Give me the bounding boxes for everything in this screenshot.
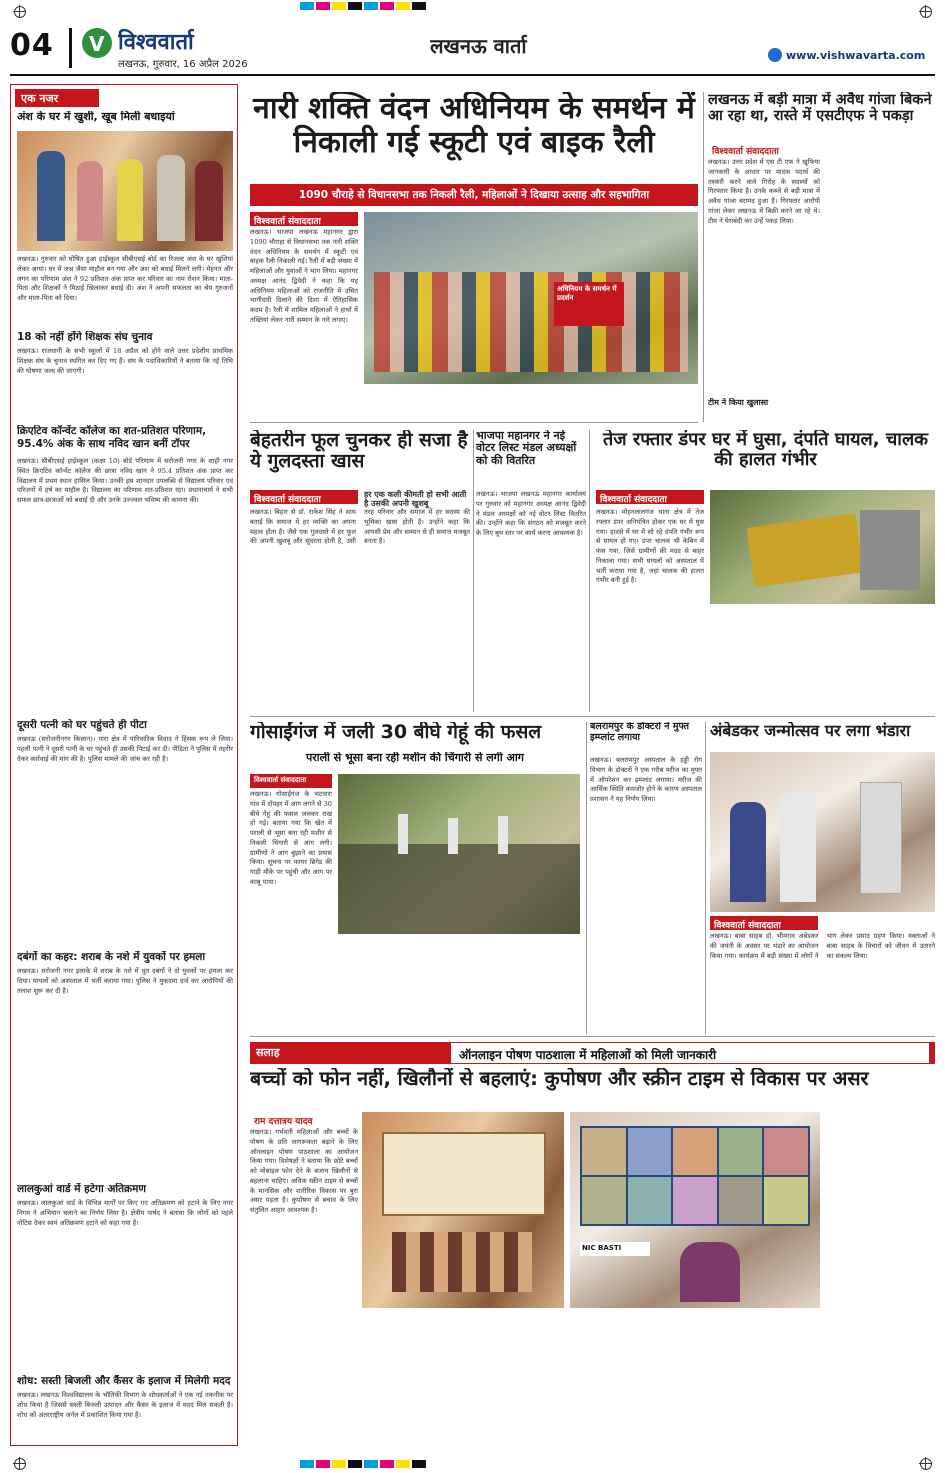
ambedkar-headline: अंबेडकर जन्मोत्सव पर लगा भंडारा <box>710 722 911 740</box>
section-title: लखनऊ वार्ता <box>430 34 527 58</box>
wheat-headline: गोसाईंगंज में जली 30 बीघे गेहूं की फसल <box>250 722 542 743</box>
wheat-body: लखनऊ। गोसाईंगंज के भटवारा गांव में दोपहर में आग लगने से 30 बीघे गेहूं की फसल जलकर राख हो गई। बताया गया कि खेत में पराली से भूसा बना रही मशीन से निकली चिंगारी से आग लगी। ग्रामीणों ने आग बुझाने का प्रयास किया। सूचना पर फायर ब्रिगेड की गाड़ी मौके पर पहुंची और आग पर काबू पाया। <box>250 790 332 886</box>
registration-mark <box>14 1458 26 1470</box>
ambedkar-body: लखनऊ। बाबा साहब डॉ. भीमराव अंबेडकर की जयंती के अवसर पर भंडारे का आयोजन किया गया। कार्यक्रम में बड़ी संख्या में लोगों ने भाग लेकर प्रसाद ग्रहण किया। वक्ताओं ने बाबा साहब के विचारों को जीवन में उतारने का संकल्प लिया। <box>710 932 935 960</box>
lead-headline: नारी शक्ति वंदन अधिनियम के समर्थन में निकाली गई स्कूटी एवं बाइक रैली <box>253 92 695 160</box>
ambedkar-byline: विश्ववार्ता संवाददाता <box>710 916 818 930</box>
doctors-headline: बलरामपुर के डॉक्टरों ने मुफ्त इम्प्लांट लगाया <box>590 722 690 743</box>
lead-body-continued <box>364 388 698 418</box>
photo-ambedkar <box>710 752 935 912</box>
header-rule <box>10 74 935 76</box>
dumper-body: लखनऊ। मोहनलालगंज थाना क्षेत्र में तेज रफ्तार डंपर अनियंत्रित होकर एक घर में घुस गया। हादसे में घर में सो रहे दंपति गंभीर रूप से घायल हो गए। डंपर चालक भी केबिन में फंस गया, जिसे ग्रामीणों की मदद से बाहर निकाला गया। सभी घायलों को अस्पताल में भर्ती कराया गया है, जहां चालक की हालत गंभीर बनी हुई है। <box>596 508 704 585</box>
brief-body: लखनऊ। गुरुवार को घोषित हुआ हाईस्कूल सीबीएसई बोर्ड का रिजल्ट अंश के घर खुशियां लेकर आया। घर में जश्न जैसा माहौल बन गया और अंश को बधाई मिलने लगी। मेहनत और लगन का परिणाम अंश ने 92 प्रतिशत अंक प्राप्त कर परिवार का नाम रोशन किया। माता-पिता और शिक्षकों ने मिठाई खिलाकर बधाई दी। अंश ने अपनी सफलता का श्रेय गुरुजनों और माता-पिता को दिया। <box>17 255 233 302</box>
doctors-body: लखनऊ। बलरामपुर अस्पताल के हड्डी रोग विभाग के डॉक्टरों ने एक गरीब मरीज का मुफ्त में ऑपरेशन कर इम्प्लांट लगाया। मरीज की आर्थिक स्थिति कमजोर होने के कारण अस्पताल प्रशासन ने यह निर्णय लिया। <box>590 756 702 803</box>
flower-byline: विश्ववार्ता संवाददाता <box>250 490 358 504</box>
flower-body: लखनऊ। बिहार से डॉ. राकेश सिंह ने साथ बताई कि समाज में हर व्यक्ति का अपना महत्व होता है। जैसे एक गुलदस्ते में हर फूल की अपनी खुशबू और सुंदरता होती है, उसी तरह परिवार और समाज में हर सदस्य की भूमिका खास होती है। उन्होंने कहा कि आपसी प्रेम और सम्मान से ही समाज मजबूत बनता है। <box>250 508 470 546</box>
brief-title: दूसरी पत्नी को घर पहुंचते ही पीटा <box>17 719 147 731</box>
ganja-byline: विश्ववार्ता संवाददाता <box>712 147 779 156</box>
placard: अधिनियम के समर्थन में प्रदर्शन <box>554 282 624 326</box>
bottom-body-continued <box>362 1312 820 1446</box>
flower-quote: हर एक कली कीमती हो सभी आती है उसकी अपनी खुशबू <box>364 490 467 509</box>
wheat-subhead: पराली से भूसा बना रही मशीन की चिंगारी से लगी आग <box>306 752 524 764</box>
photo-wheat-field <box>338 774 580 934</box>
bjp-body: लखनऊ। भाजपा लखनऊ महानगर कार्यालय पर गुरुवार को महानगर अध्यक्ष आनंद द्विवेदी ने मंडल अध्यक्षों को नई वोटर लिस्ट वितरित की। उन्होंने कहा कि संगठन को मजबूत करने के लिए बूथ स्तर पर कार्य करना आवश्यक है। <box>476 490 586 537</box>
photo-meeting <box>570 1112 820 1308</box>
bottom-kicker: सलाह <box>256 1046 280 1059</box>
ganja-headline: लखनऊ में बड़ी मात्रा में अवैध गांजा बिकने आ रहा था, रास्ते में एसटीएफ ने पकड़ा <box>708 92 932 125</box>
bottom-redbar <box>250 1042 935 1064</box>
brief-title: शोध: सस्ती बिजली और कैंसर के इलाज में मिलेगी मदद <box>17 1375 231 1387</box>
lead-body: लखनऊ। भाजपा लखनऊ महानगर द्वारा 1090 चौराहा से विधानसभा तक नारी शक्ति वंदन अधिनियम के समर्थन में स्कूटी एवं बाइक रैली निकाली गई। रैली में बड़ी संख्या में महिलाओं और युवाओं ने भाग लिया। महानगर अध्यक्ष आनंद द्विवेदी ने कहा कि यह अधिनियम महिलाओं को राजनीति में उचित भागीदारी दिलाने की दिशा में ऐतिहासिक कदम है। रैली में शामिल महिलाओं ने हाथों में तख्तियां लेकर नारी सम्मान के नारे लगाए। <box>250 228 358 324</box>
dumper-body-continued <box>710 608 935 712</box>
website-link[interactable]: www.vishwavarta.com <box>786 49 926 62</box>
brief-title: दबंगों का कहर: शराब के नशे में युवकों पर हमला <box>17 951 206 963</box>
screen-label: NIC BASTI <box>580 1242 650 1256</box>
bottom-byline: राम दत्तात्रय यादव <box>254 1117 313 1126</box>
globe-icon <box>768 48 782 62</box>
dumper-byline: विश्ववार्ता संवाददाता <box>596 490 704 504</box>
bjp-headline: भाजपा महानगर ने नई वोटर लिस्ट मंडल अध्यक्षों को की वितरित <box>476 430 577 467</box>
brief-body: लखनऊ। सीबीएसई हाईस्कूल (कक्षा 10) बोर्ड परिणाम में सरोजनी नगर के शाही नगर स्थित क्रिएटिव कॉन्वेंट कॉलेज की छात्रा नविद खान ने 95.4 प्रतिशत अंक प्राप्त कर विद्यालय में प्रथम स्थान हासिल किया। उनकी इस शानदार उपलब्धि से विद्यालय परिवार एवं परिजनों में हर्ष का माहौल है। विद्यालय का परिणाम शत-प्रतिशत रहा। प्रधानाचार्य ने सभी सफल छात्र-छात्राओं को बधाई दी और उनके उज्ज्वल भविष्य की कामना की। <box>17 457 233 504</box>
photo-dumper <box>710 490 935 604</box>
color-bar <box>300 2 426 10</box>
photo-classroom <box>362 1112 564 1308</box>
page-number: 04 <box>10 28 72 68</box>
registration-mark <box>14 6 26 18</box>
brief-body: लखनऊ। सरोजनी नगर इलाके में शराब के नशे में धुत दबंगों ने दो युवकों पर हमला कर दिया। घायलों को अस्पताल में भर्ती कराया गया। पुलिस ने मुकदमा दर्ज कर आरोपियों की तलाश शुरू कर दी है। <box>17 967 233 995</box>
left-column <box>10 84 238 1446</box>
brief-body: लखनऊ। राजधानी के सभी स्कूलों में 18 अप्रैल को होने वाले उत्तर प्रदेशीय प्राथमिक शिक्षक संघ के चुनाव स्थगित कर दिए गए हैं। संघ के पदाधिकारियों ने बताया कि नई तिथि की घोषणा जल्द की जाएगी। <box>17 347 233 375</box>
ek-nazar-tag: एक नजर <box>15 89 99 107</box>
brief-title: 18 को नहीं होंगे शिक्षक संघ चुनाव <box>17 331 153 343</box>
brief-title: क्रिएटिव कॉन्वेंट कॉलेज का शत-प्रतिशत परिणाम, 95.4% अंक के साथ नविद खान बनीं टॉपर <box>17 425 207 450</box>
brief-title: लालकुआं वार्ड में हटेगा अतिक्रमण <box>17 1183 146 1195</box>
brief-body: लखनऊ। लालकुआं वार्ड के विभिन्न मार्गों पर किए गए अतिक्रमण को हटाने के लिए नगर निगम ने अभियान चलाने का निर्णय लिया है। क्षेत्रीय पार्षद ने बताया कि लोगों को पहले नोटिस देकर स्वयं अतिक्रमण हटाने को कहा गया है। <box>17 1199 233 1227</box>
bottom-body: लखनऊ। गर्भवती महिलाओं और बच्चों के पोषण के प्रति जागरूकता बढ़ाने के लिए ऑनलाइन पोषण पाठशाला का आयोजन किया गया। विशेषज्ञों ने बताया कि छोटे बच्चों को मोबाइल फोन देने के बजाय खिलौनों से बहलाना चाहिए। अधिक स्क्रीन टाइम से बच्चों के मानसिक और शारीरिक विकास पर बुरा असर पड़ता है। कुपोषण से बचाव के लिए संतुलित आहार आवश्यक है। <box>250 1128 358 1214</box>
photo-rally <box>364 212 698 384</box>
bottom-body-right <box>826 1112 935 1446</box>
dumper-headline: तेज रफ्तार डंपर घर में घुसा, दंपति घायल, चालक की हालत गंभीर <box>603 430 928 471</box>
footer-color-bar <box>300 1460 426 1468</box>
brand-name: विश्ववार्ता <box>118 30 194 54</box>
wheat-body-continued <box>338 938 580 1030</box>
brief-body: लखनऊ (सरोजनीनगर किसान)। पारा क्षेत्र में पारिवारिक विवाद ने हिंसक रूप ले लिया। पहली पत्नी ने दूसरी पत्नी के घर पहुंचते ही उसकी पिटाई कर दी। पीड़िता ने पुलिस में तहरीर देकर कार्रवाई की मांग की है। पुलिस मामले की जांच कर रही है। <box>17 735 233 763</box>
masthead <box>10 18 935 74</box>
dateline: लखनऊ, गुरुवार, 16 अप्रैल 2026 <box>118 59 248 70</box>
brief-title: अंश के घर में खुशी, खूब मिली बधाइयां <box>17 111 175 123</box>
brief-body: लखनऊ। लखनऊ विश्वविद्यालय के भौतिकी विभाग के शोधकर्ताओं ने एक नई तकनीक पर शोध किया है जिससे सस्ती बिजली उत्पादन और कैंसर के इलाज में मदद मिल सकती है। शोध को अंतरराष्ट्रीय जर्नल में प्रकाशित किया गया है। <box>17 1391 233 1419</box>
ganja-body-continued <box>824 142 935 418</box>
wheat-byline: विश्ववार्ता संवाददाता <box>250 774 332 788</box>
flower-headline: बेहतरीन फूल चुनकर ही सजा है ये गुलदस्ता खास <box>250 430 468 473</box>
brand-logo-icon: V <box>82 28 112 58</box>
lead-byline: विश्ववार्ता संवाददाता <box>250 212 358 226</box>
registration-mark <box>920 1458 932 1470</box>
lead-subhead-bar: 1090 चौराहे से विधानसभा तक निकली रैली, महिलाओं ने दिखाया उत्साह और सहभागिता <box>250 184 698 206</box>
registration-mark <box>920 6 932 18</box>
photo-family <box>17 131 233 251</box>
ganja-subhead: टीम ने किया खुलासा <box>708 398 769 407</box>
ganja-body: लखनऊ। उत्तर प्रदेश में एस टी एफ ने खुफिया जानकारी के आधार पर मादक पदार्थ की तस्करी करने वाले गिरोह के सदस्यों को गिरफ्तार किया है। उनके कब्जे से बड़ी मात्रा में अवैध गांजा बरामद हुआ है। गिरफ्तार आरोपी गांजा लेकर लखनऊ में बिक्री करने आ रहे थे। टीम ने घेराबंदी कर उन्हें पकड़ लिया। <box>708 158 820 225</box>
bottom-strap: ऑनलाइन पोषण पाठशाला में महिलाओं को मिली जानकारी <box>450 1042 930 1064</box>
bottom-headline: बच्चों को फोन नहीं, खिलौनों से बहलाएं: कुपोषण और स्क्रीन टाइम से विकास पर असर <box>250 1068 869 1090</box>
